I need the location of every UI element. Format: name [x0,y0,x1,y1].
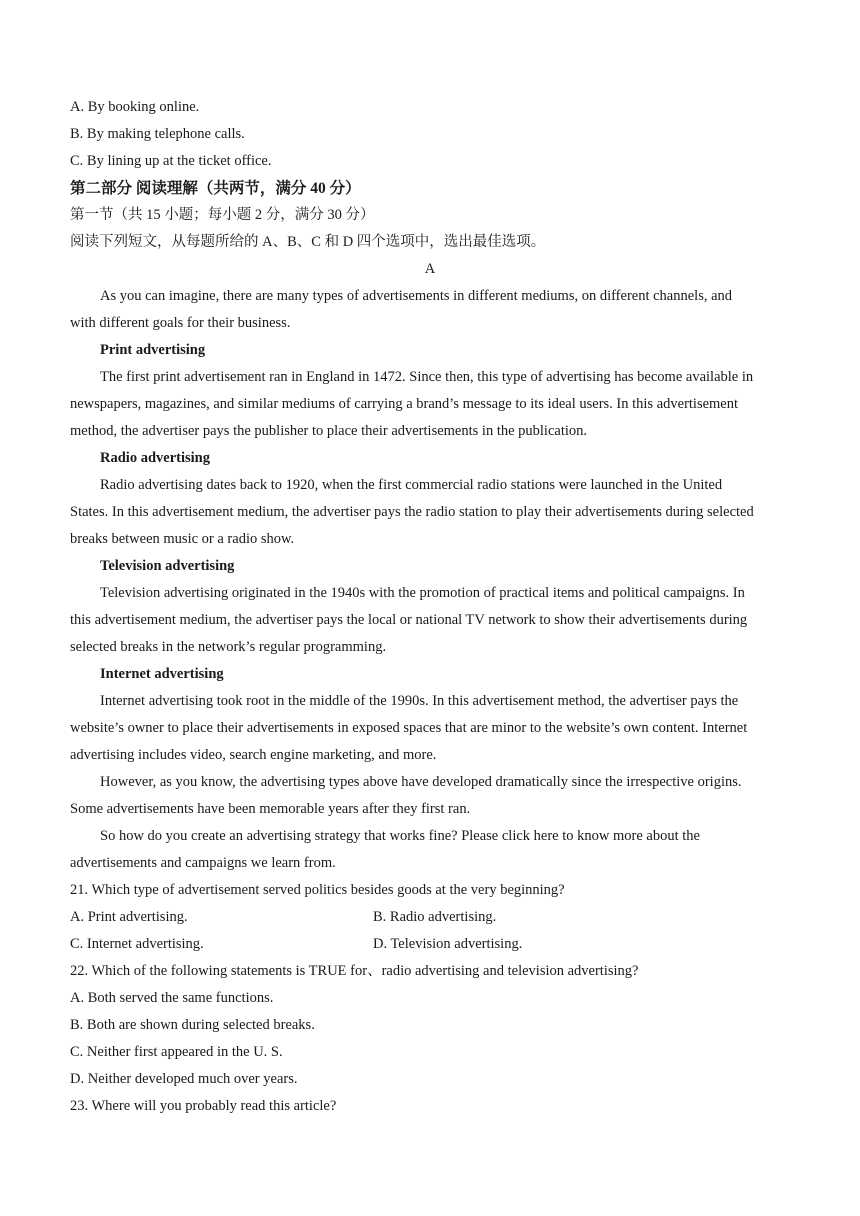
however-paragraph [70,769,790,823]
question-21-options-row-2 [70,931,790,958]
internet-line-1: Internet advertising took root in the middle of the 1990s. In this advertisement method, the advertiser pays the [100,693,739,709]
print-paragraph [70,364,790,445]
option-a: A. By booking online. [70,99,200,115]
radio-heading: Radio advertising [100,450,210,466]
internet-line-3: advertising includes video, search engine marketing, and more. [70,747,437,763]
print-heading: Print advertising [100,342,206,358]
however-line-1: However, as you know, the advertising types above have developed dramatically since the irrespective origins. [100,774,742,790]
passage-label: A [424,261,436,277]
subsection-title: 第一节（共 15 小题；每小题 2 分，满分 30 分） [70,207,375,223]
question-21-option-a: A. Print advertising. [70,909,188,925]
closing-line-1: So how do you create an advertising strategy that works fine? Please click here to know more about the [100,828,700,844]
television-line-3: selected breaks in the network’s regular programming. [70,639,387,655]
question-22 [70,958,790,1093]
question-22-text: 22. Which of the following statements is TRUE for、radio advertising and television advertising? [70,963,639,979]
print-line-3: method, the advertiser pays the publisher to place their advertisements in the publication. [70,423,588,439]
question-22-option-d: D. Neither developed much over years. [70,1071,298,1087]
option-c: C. By lining up at the ticket office. [70,153,272,169]
question-21-option-b: B. Radio advertising. [373,909,497,925]
intro-paragraph [70,283,790,337]
internet-paragraph [70,688,790,769]
instruction: 阅读下列短文，从每题所给的 A、B、C 和 D 四个选项中，选出最佳选项。 [70,234,546,250]
print-line-2: newspapers, magazines, and similar mediums of carrying a brand’s message to its ideal users. In this advertisement [70,396,739,412]
question-21-options-row-1 [70,904,790,931]
television-heading: Television advertising [100,558,235,574]
exam-page [70,94,790,1120]
radio-paragraph [70,472,790,553]
question-23-text: 23. Where will you probably read this article? [70,1098,337,1114]
however-line-2: Some advertisements have been memorable years after they first ran. [70,801,471,817]
radio-line-2: States. In this advertisement medium, the advertiser pays the radio station to play their advertisements during selected [70,504,754,520]
option-b: B. By making telephone calls. [70,126,245,142]
television-line-1: Television advertising originated in the 1940s with the promotion of practical items and political campaigns. In [100,585,745,601]
internet-line-2: website’s owner to place their advertisements in exposed spaces that are minor to the website’s own content. Internet [70,720,748,736]
intro-line-1: As you can imagine, there are many types of advertisements in different mediums, on different channels, and [100,288,733,304]
question-22-option-b: B. Both are shown during selected breaks. [70,1017,315,1033]
internet-heading: Internet advertising [100,666,224,682]
closing-paragraph [70,823,790,877]
radio-line-1: Radio advertising dates back to 1920, when the first commercial radio stations were launched in the United [100,477,723,493]
question-22-option-c: C. Neither first appeared in the U. S. [70,1044,283,1060]
radio-line-3: breaks between music or a radio show. [70,531,295,547]
question-21-text: 21. Which type of advertisement served politics besides goods at the very beginning? [70,882,565,898]
television-paragraph [70,580,790,661]
print-line-1: The first print advertisement ran in England in 1472. Since then, this type of advertising has become available in [100,369,754,385]
section-title: 第二部分 阅读理解（共两节，满分 40 分） [70,180,361,197]
question-21-option-d: D. Television advertising. [373,936,523,952]
intro-line-2: with different goals for their business. [70,315,291,331]
television-line-2: this advertisement medium, the advertiser pays the local or national TV network to show their advertisements during [70,612,748,628]
question-21 [70,877,790,958]
closing-line-2: advertisements and campaigns we learn from. [70,855,336,871]
question-22-option-a: A. Both served the same functions. [70,990,274,1006]
question-21-option-c: C. Internet advertising. [70,936,204,952]
